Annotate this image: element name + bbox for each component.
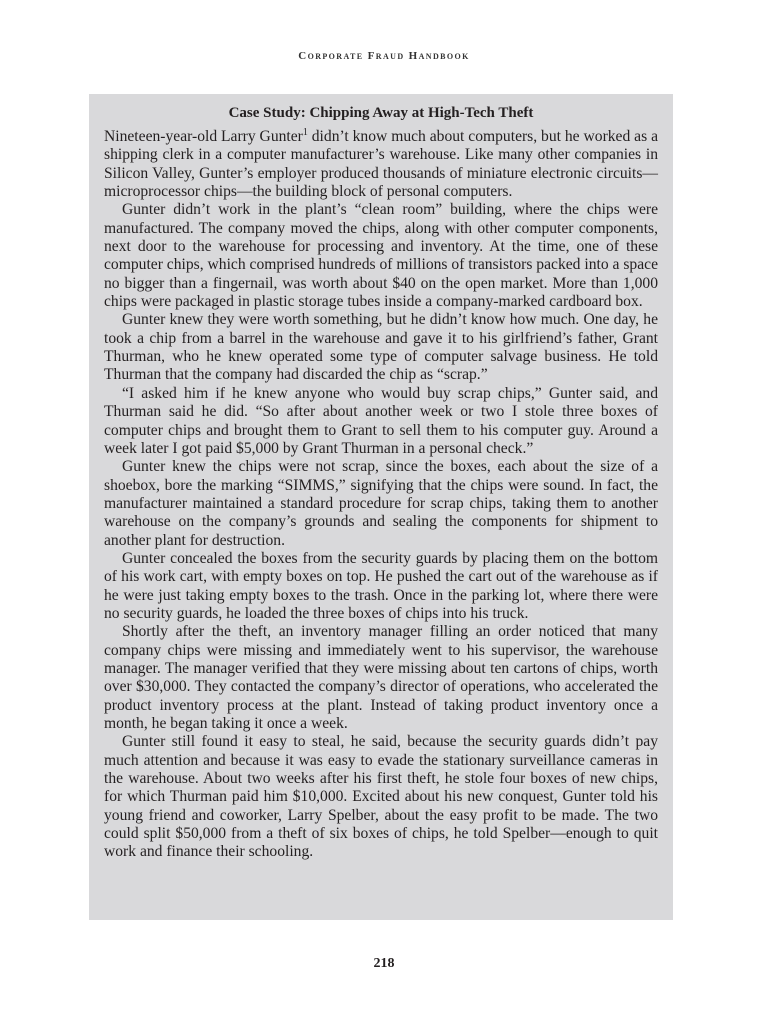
case-study-paragraph: “I asked him if he knew anyone who would buy scrap chips,” Gunter said, and Thurman said he did. “So after about another week or two I stole three boxes of computer chips and brought them to Grant to sell them to his computer guy. Around a week later I got paid $5,000 by Grant Thurman in a personal check.” bbox=[104, 384, 658, 457]
case-study-paragraph: Gunter didn’t work in the plant’s “clean room” building, where the chips were manufactured. The company moved the chips, along with other computer components, next door to the warehouse for processing and inventory. At the time, one of these computer chips, which comprised hundreds of millions of transistors packed into a space no bigger than a fingernail, was worth about $40 on the open market. More than 1,000 chips were packaged in plastic storage tubes inside a company-marked cardboard box. bbox=[104, 201, 658, 311]
case-study-title: Case Study: Chipping Away at High-Tech Theft bbox=[228, 105, 534, 121]
case-study-paragraph: Shortly after the theft, an inventory manager filling an order noticed that many company chips were missing and immediately went to his supervisor, the warehouse manager. The manager verified that they were missing about ten cartons of chips, worth over $30,000. They contacted the company’s director of operations, who accelerated the product inventory process at the plant. Instead of taking product inventory once a month, he began taking it once a week. bbox=[104, 623, 658, 732]
running-head: Corporate Fraud Handbook bbox=[298, 50, 470, 62]
case-study-paragraph: Gunter concealed the boxes from the security guards by placing them on the bottom of his work cart, with empty boxes on top. He pushed the cart out of the warehouse as if he were just taking empty boxes to the trash. Once in the parking lot, where there were no security guards, he loaded the three boxes of chips into his truck. bbox=[104, 549, 658, 622]
page-number: 218 bbox=[373, 956, 395, 971]
case-study-paragraph: Gunter knew the chips were not scrap, since the boxes, each about the size of a shoebox, bore the marking “SIMMS,” signifying that the chips were sound. In fact, the manufacturer maintained a standard procedure for scrap chips, taking them to another warehouse on the company’s grounds and sealing the components for shipment to another plant for destruction. bbox=[104, 458, 658, 549]
case-study-paragraph bbox=[104, 128, 658, 201]
case-study-paragraph: Gunter knew they were worth something, but he didn’t know how much. One day, he took a chip from a barrel in the warehouse and gave it to his girlfriend’s father, Grant Thurman, who he knew operated some type of computer salvage business. He told Thurman that the company had discarded the chip as “scrap.” bbox=[104, 311, 658, 384]
footnote-marker[interactable]: 1 bbox=[302, 126, 308, 138]
case-study-paragraph: Gunter still found it easy to steal, he said, because the security guards didn’t pay much attention and because it was easy to evade the stationary surveillance cameras in the warehouse. About two weeks after his first theft, he stole four boxes of new chips, for which Thurman paid him $10,000. Excited about his new conquest, Gunter told his young friend and coworker, Larry Spelber, about the easy profit to be made. The two could split $50,000 from a theft of six boxes of chips, he told Spelber—enough to quit work and finance their schooling. bbox=[104, 733, 658, 861]
paragraph-text: Nineteen-year-old Larry Gunter bbox=[104, 128, 303, 145]
paragraph-text: didn’t know much about computers, but he worked as a shipping clerk in a computer manufacturer’s warehouse. Like many other companies in Silicon Valley, Gunter’s employer produced thousands of miniature electronic circuits—microprocessor chips—the building block of personal computers. bbox=[104, 128, 658, 201]
case-study-box bbox=[89, 94, 673, 920]
